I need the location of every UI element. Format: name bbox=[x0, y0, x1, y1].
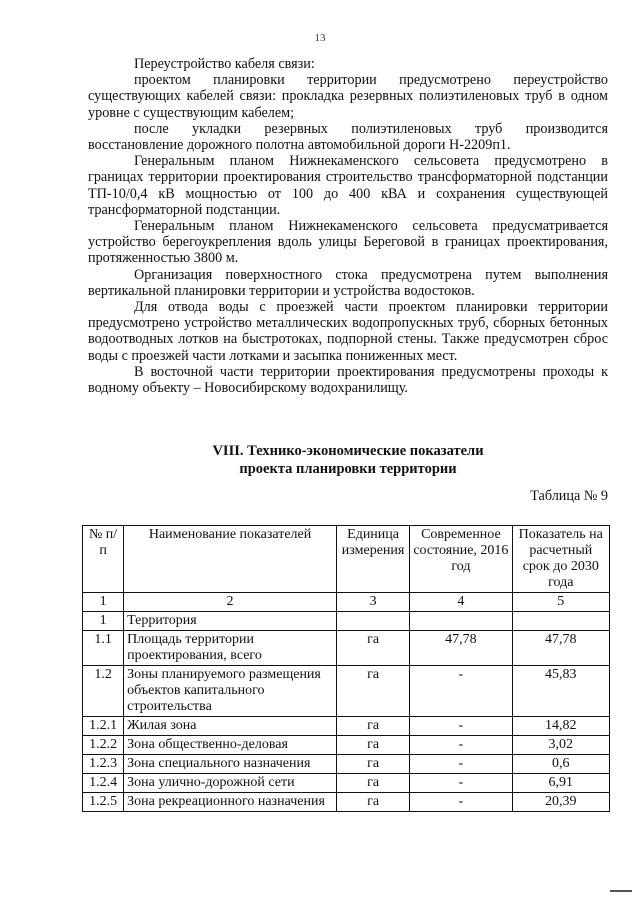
row-unit: га bbox=[336, 666, 409, 717]
row-planned bbox=[512, 612, 609, 631]
row-current: - bbox=[410, 793, 512, 812]
table-row bbox=[83, 612, 610, 631]
row-planned: 20,39 bbox=[512, 793, 609, 812]
table-row bbox=[83, 631, 610, 666]
row-unit: га bbox=[336, 717, 409, 736]
row-current: - bbox=[410, 755, 512, 774]
section-heading-line1: VIII. Технико-экономические показатели bbox=[212, 443, 484, 459]
paragraph: проектом планировки территории предусмотрено переустройство существующих кабелей связи: прокладка резервных полиэтиленовых труб в одном уровне с существующим кабелем; bbox=[88, 72, 608, 121]
table-row bbox=[83, 666, 610, 717]
paragraph: Для отвода воды с проезжей части проектом планировки территории предусмотрено устройство металлических водопропускных труб, сборных бетонных водоотводных лотков на быстротоках, подпорной стены. Также предусмотрен сброс воды с проезжей части лотками и засыпка пониженных мест. bbox=[88, 299, 608, 364]
paragraph: Переустройство кабеля связи: bbox=[134, 56, 315, 72]
paragraph: В восточной части территории проектирования предусмотрены проходы к водному объекту – Новосибирскому водохранилищу. bbox=[88, 363, 608, 397]
row-number: 1.2.3 bbox=[83, 755, 124, 774]
row-name: Зоны планируемого размещения объектов капитального строительства bbox=[124, 666, 337, 717]
row-planned: 6,91 bbox=[512, 774, 609, 793]
row-current bbox=[410, 612, 512, 631]
column-index: 1 bbox=[83, 593, 124, 612]
row-current: - bbox=[410, 736, 512, 755]
row-name: Зона специального назначения bbox=[124, 755, 337, 774]
row-unit: га bbox=[336, 793, 409, 812]
column-index: 4 bbox=[410, 593, 512, 612]
row-name: Территория bbox=[124, 612, 337, 631]
row-number: 1.2.4 bbox=[83, 774, 124, 793]
row-current: 47,78 bbox=[410, 631, 512, 666]
row-current: - bbox=[410, 774, 512, 793]
header-number: № п/п bbox=[83, 526, 124, 593]
column-index-row bbox=[83, 593, 610, 612]
table-row bbox=[83, 717, 610, 736]
row-planned: 3,02 bbox=[512, 736, 609, 755]
section-heading bbox=[88, 442, 608, 478]
row-number: 1.2.1 bbox=[83, 717, 124, 736]
row-number: 1.2.2 bbox=[83, 736, 124, 755]
paragraph: Генеральным планом Нижнекаменского сельсовета предусматривается устройство берегоукрепления вдоль улицы Береговой в границах проектирования, протяженностью 3800 м. bbox=[88, 218, 608, 267]
row-name: Зона улично-дорожной сети bbox=[124, 774, 337, 793]
table-row bbox=[83, 774, 610, 793]
column-index: 2 bbox=[124, 593, 337, 612]
table-row bbox=[83, 755, 610, 774]
row-unit: га bbox=[336, 631, 409, 666]
row-current: - bbox=[410, 666, 512, 717]
row-unit bbox=[336, 612, 409, 631]
row-planned: 47,78 bbox=[512, 631, 609, 666]
row-unit: га bbox=[336, 755, 409, 774]
table-row bbox=[83, 793, 610, 812]
column-index: 3 bbox=[336, 593, 409, 612]
table-caption: Таблица № 9 bbox=[530, 488, 608, 504]
row-name: Жилая зона bbox=[124, 717, 337, 736]
page-number: 13 bbox=[314, 32, 326, 44]
row-unit: га bbox=[336, 736, 409, 755]
table-row bbox=[83, 736, 610, 755]
column-index: 5 bbox=[512, 593, 609, 612]
header-current: Современное состояние, 2016 год bbox=[410, 526, 512, 593]
section-heading-line2: проекта планировки территории bbox=[239, 461, 457, 477]
row-name: Зона общественно-деловая bbox=[124, 736, 337, 755]
row-number: 1.1 bbox=[83, 631, 124, 666]
row-name: Зона рекреационного назначения bbox=[124, 793, 337, 812]
row-number: 1 bbox=[83, 612, 124, 631]
paragraph: Организация поверхностного стока предусмотрена путем выполнения вертикальной планировки территории и устройства водостоков. bbox=[88, 266, 608, 299]
row-planned: 14,82 bbox=[512, 717, 609, 736]
row-number: 1.2.5 bbox=[83, 793, 124, 812]
row-name: Площадь территории проектирования, всего bbox=[124, 631, 337, 666]
header-planned: Показатель на расчетный срок до 2030 года bbox=[512, 526, 609, 593]
paragraph: после укладки резервных полиэтиленовых труб производится восстановление дорожного полотна автомобильной дороги Н-2209п1. bbox=[88, 120, 608, 154]
row-current: - bbox=[410, 717, 512, 736]
row-planned: 0,6 bbox=[512, 755, 609, 774]
paragraph: Генеральным планом Нижнекаменского сельсовета предусмотрено в границах территории проектирования строительство трансформаторной подстанции ТП-10/0,4 кВ мощностью от 100 до 400 кВА и сохранения существующей трансформаторной подстанции. bbox=[88, 153, 608, 218]
header-name: Наименование показателей bbox=[124, 526, 337, 593]
body-text bbox=[88, 56, 608, 396]
row-unit: га bbox=[336, 774, 409, 793]
indicators-table bbox=[82, 525, 610, 812]
table-header-row bbox=[83, 526, 610, 593]
row-planned: 45,83 bbox=[512, 666, 609, 717]
page-edge-mark bbox=[610, 890, 632, 892]
header-unit: Единица измерения bbox=[336, 526, 409, 593]
row-number: 1.2 bbox=[83, 666, 124, 717]
